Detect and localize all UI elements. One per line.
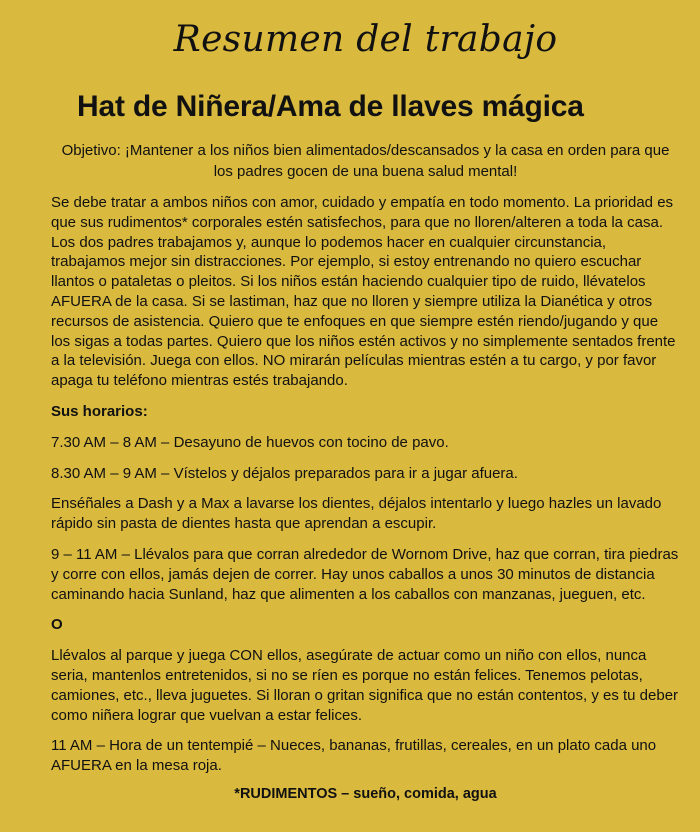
document-subtitle: Hat de Niñera/Ama de llaves mágica [77,90,584,123]
schedule-item-snack: 11 AM – Hora de un tentempié – Nueces, bananas, frutillas, cereales, en un plato cada uno AFUERA en la mesa roja. [51,737,657,775]
schedule-item-park: Llévalos al parque y juega CON ellos, asegúrate de actuar como un niño con ellos, nunca seria, mantenlos entretenidos, si no se ríen es porque no están felices. Tenemos pelotas, camiones, etc., lleva juguetes. Si lloran o gritan significa que no están contentos, y es tu deber como niñera lograr que vuelvan a estar felices. [51,647,679,724]
schedule-heading: Sus horarios: [51,402,148,420]
document-title: Resumen del trabajo [173,19,558,60]
intro-paragraph: Se debe tratar a ambos niños con amor, cuidado y empatía en todo momento. La prioridad es que sus rudimentos* corporales estén satisfechos, para que no lloren/alteren a toda la casa. Los dos padres trabajamos y, aunque lo podemos hacer en cualquier circunstancia, trabajamos mejor sin distracciones. Por ejemplo, si estoy entrenando no quiero escuchar llantos o pataletas o pleitos. Si los niños están haciendo cualquier tipo de ruido, llévatelos AFUERA de la casa. Si se lastiman, haz que no lloren y siempre utiliza la Dianética y otros recursos de asistencia. Quiero que te enfoques en que siempre estén riendo/jugando y que los sigas a todas partes. Quiero que los niños estén activos y no simplemente sentados frente a la televisión. Juega con ellos. NO mirarán películas mientras estén a tu cargo, y por favor apaga tu teléfono mientras estés trabajando. [51,194,676,390]
schedule-item-teeth: Enséñales a Dash y a Max a lavarse los dientes, déjalos intentarlo y luego hazles un lavado rápido sin pasta de dientes hasta que aprendan a escupir. [51,495,662,533]
schedule-or-separator: O [51,616,63,634]
schedule-item-running: 9 – 11 AM – Llévalos para que corran alrededor de Wornom Drive, haz que corran, tira piedras y corre con ellos, jamás dejen de correr. Hay unos caballos a unos 30 minutos de distancia caminando hacia Sunland, haz que alimenten a los caballos con manzanas, jueguen, etc. [51,545,679,603]
rudiments-footnote: *RUDIMENTOS – sueño, comida, agua [234,785,497,802]
schedule-item-breakfast: 7.30 AM – 8 AM – Desayuno de huevos con tocino de pavo. [51,433,449,451]
objective-text: Objetivo: ¡Mantener a los niños bien alimentados/descansados y la casa en orden para que los padres gocen de una buena salud mental! [61,142,670,180]
schedule-item-dress: 8.30 AM – 9 AM – Vístelos y déjalos preparados para ir a jugar afuera. [51,464,518,482]
